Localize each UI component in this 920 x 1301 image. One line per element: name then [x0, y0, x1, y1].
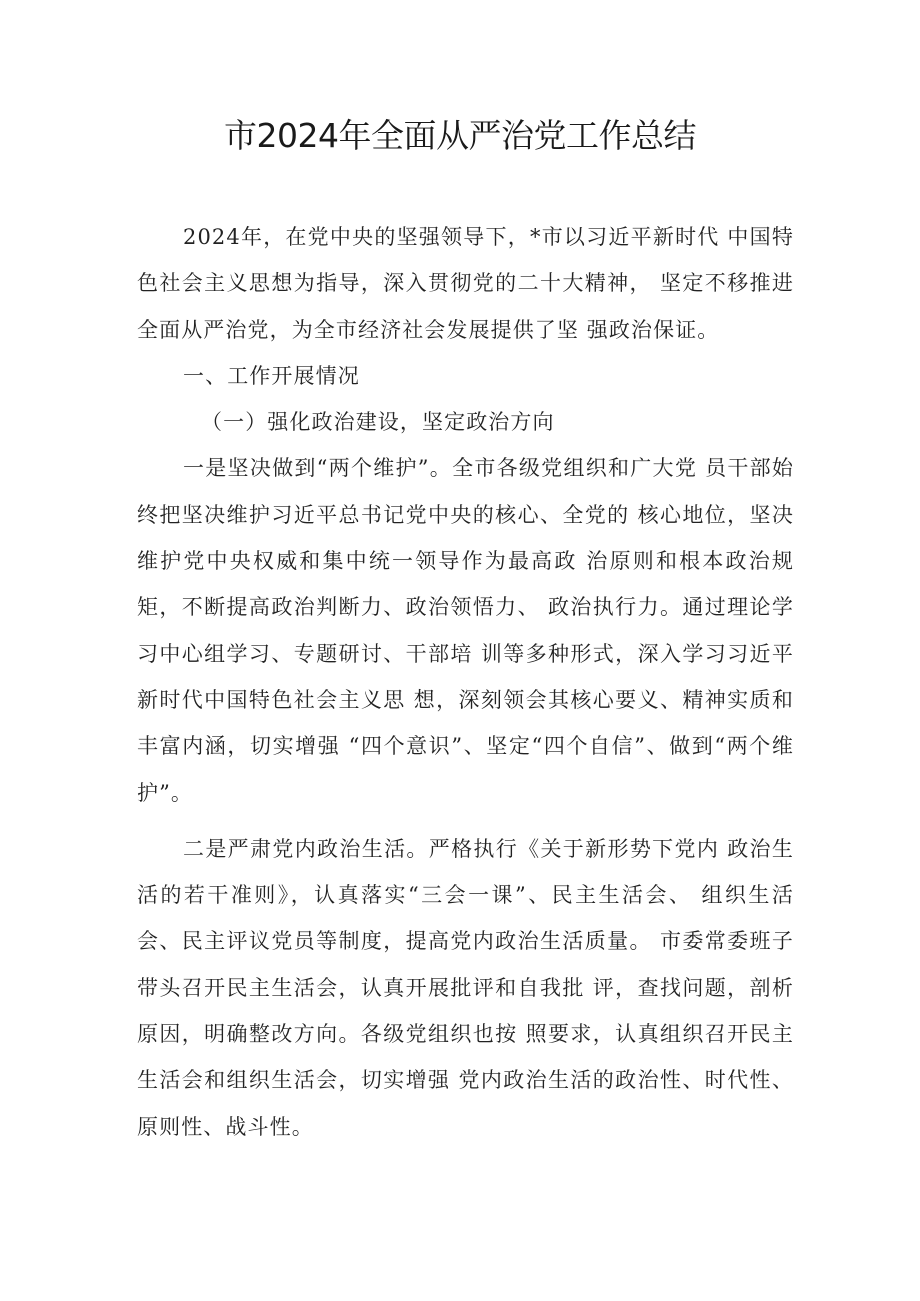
subsection-heading: （一）强化政治建设，坚定政治方向 — [201, 410, 555, 435]
intro-paragraph: 2024年，在党中央的坚强领导下，*市以习近平新时代 中国特色社会主义思想为指导，深入贯彻党的二十大精神， 坚定不移推进全面从严治党，为全市经济社会发展提供了坚 强政治保证。 — [137, 225, 794, 342]
body-paragraph-1: 一是坚决做到“两个维护”。全市各级党组织和广大党 员干部始终把坚决维护习近平总书记党中央的核心、全党的 核心地位，坚决维护党中央权威和集中统一领导作为最高政 治原则和根本政治规矩，不断提高政治判断力、政治领悟力、 政治执行力。通过理论学习中心组学习、专题研讨、干部培 训等多种形式，深入学习习近平新时代中国特色社会主义思 想，深刻领会其核心要义、精神实质和丰富内涵，切实增强 “四个意识”、坚定“四个自信”、做到“两个维护”。 — [137, 456, 794, 805]
section-heading: 一、工作开展情况 — [183, 363, 360, 388]
body-paragraph-2: 二是严肃党内政治生活。严格执行《关于新形势下党内 政治生活的若干准则》，认真落实“三会一课”、民主生活会、 组织生活会、民主评议党员等制度，提高党内政治生活质量。 市委常委班子带头召开民主生活会，认真开展批评和自我批 评，查找问题，剖析原因，明确整改方向。各级党组织也按 照要求，认真组织召开民主生活会和组织生活会，切实增强 党内政治生活的政治性、时代性、原则性、战斗性。 — [137, 836, 794, 1139]
document-body — [137, 214, 794, 1150]
document-title: 市2024年全面从严治党工作总结 — [224, 116, 696, 155]
